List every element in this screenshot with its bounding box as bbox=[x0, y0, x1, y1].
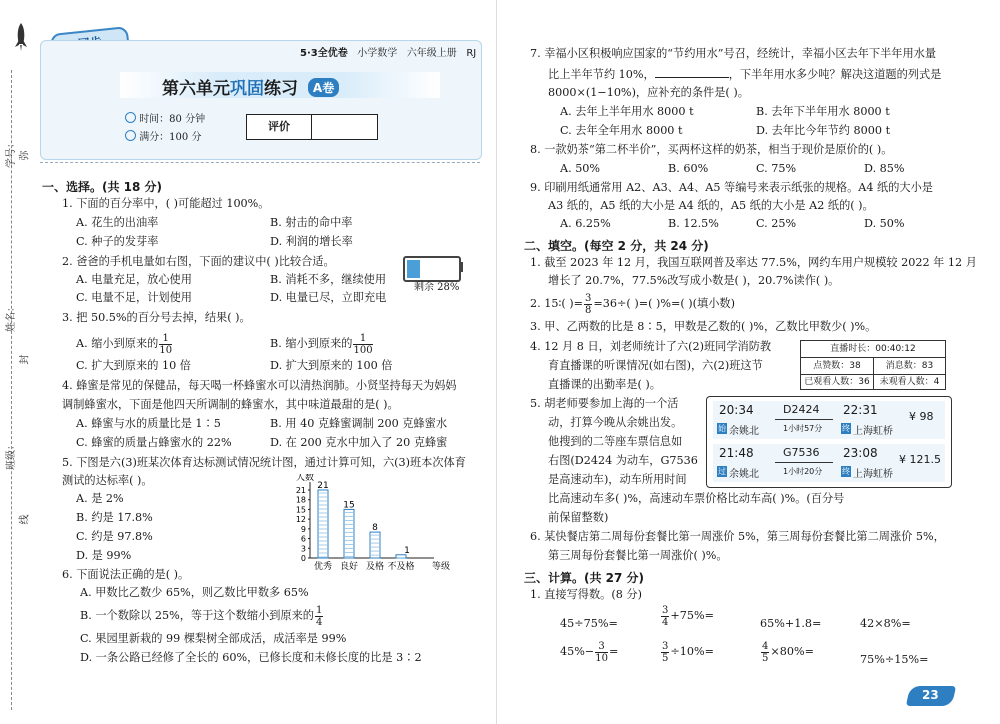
q4-line2: 调制蜂蜜水，下面是他四天所调制的蜂蜜水，其中味道最甜的是( )。 bbox=[62, 398, 399, 411]
q4-option-c[interactable]: C. 蜂蜜的质量占蜂蜜水的 22% bbox=[76, 436, 232, 449]
q8-stem: 8. 一款奶茶“第二杯半价”，买两杯这样的奶茶，相当于现价是原价的( )。 bbox=[530, 143, 893, 156]
q7-line2-b: ，下半年用水多少吨？解决这道题的列式是 bbox=[728, 68, 942, 81]
q6-b-den: 4 bbox=[315, 616, 323, 628]
f4-line2: 育直播课的听课情况(如右图)，六(2)班这节 bbox=[548, 359, 763, 372]
ticket1-duration: 1小时57分 bbox=[783, 424, 823, 433]
subject-label: 小学数学 bbox=[357, 48, 398, 59]
q6-stem: 6. 下面说法正确的是( )。 bbox=[62, 568, 190, 581]
f2-num: 3 bbox=[585, 292, 592, 304]
q8-option-a[interactable]: A. 50% bbox=[560, 162, 601, 175]
y-tick-label: 3 bbox=[300, 544, 306, 554]
category-label: 及格 bbox=[365, 562, 385, 572]
calc-r1c2-post: +75%= bbox=[670, 609, 714, 622]
calc-r1c2 bbox=[660, 604, 714, 628]
unviewed-count: 未观看人数：4 bbox=[879, 377, 940, 387]
gutter-xian: 线 bbox=[19, 514, 31, 525]
f5-line4: 右图(D2424 为动车，G7536 bbox=[548, 454, 698, 467]
q5-option-c[interactable]: C. 约是 97.8% bbox=[76, 530, 153, 543]
q9-option-c[interactable]: C. 25% bbox=[756, 217, 797, 230]
f2-den: 8 bbox=[585, 304, 592, 316]
calc-r2c2-den: 5 bbox=[662, 652, 669, 664]
q3-b-den: 100 bbox=[353, 344, 373, 356]
q8-option-c[interactable]: C. 75% bbox=[756, 162, 797, 175]
calc-r2c1-post: = bbox=[608, 645, 619, 658]
f4-line3: 直播课的出勤率是( )。 bbox=[548, 378, 661, 391]
f5-line6: 比高速动车多( )%，高速动车票价格比动车高( )%。(百分号 bbox=[548, 492, 845, 505]
section2-title: 二、填空。(每空 2 分，共 24 分) bbox=[524, 239, 709, 253]
time-label: 时间：80 分钟 bbox=[139, 114, 206, 125]
q9-option-d[interactable]: D. 50% bbox=[864, 217, 905, 230]
calc-r2c1-fraction bbox=[595, 641, 608, 664]
f3-line: 3. 甲、乙两数的比是 8∶5，甲数是乙数的( )%，乙数比甲数少( )%。 bbox=[530, 320, 877, 333]
q5-option-b[interactable]: B. 约是 17.8% bbox=[76, 511, 153, 524]
q7-line2 bbox=[548, 67, 941, 82]
header-meta bbox=[300, 44, 476, 59]
q6-b-fraction bbox=[315, 605, 323, 628]
calc-r1c2-fraction bbox=[661, 605, 669, 628]
q6-option-d[interactable]: D. 一条公路已经修了全长的 60%，已修长度和未修长度的比是 3∶2 bbox=[80, 651, 422, 664]
ticket1-dep-time: 20:34 bbox=[719, 403, 754, 417]
q7-option-b[interactable]: B. 去年下半年用水 8000 t bbox=[756, 105, 890, 118]
ticket2-arr-tag: 终 bbox=[842, 467, 850, 476]
section1-title: 一、选择。(共 18 分) bbox=[42, 180, 163, 194]
ticket-panel bbox=[706, 396, 952, 488]
calc-r1c4: 42×8%= bbox=[860, 617, 911, 630]
q3-a-den: 10 bbox=[159, 344, 173, 356]
ticket1-arr-time: 22:31 bbox=[843, 403, 878, 417]
calc-r2c3-num: 4 bbox=[762, 640, 769, 652]
bar-value-label: 15 bbox=[343, 500, 355, 511]
battery-label: 剩余 28% bbox=[414, 282, 460, 293]
ticket2-dep-tag: 过 bbox=[718, 467, 726, 476]
q7-option-a[interactable]: A. 去年上半年用水 8000 t bbox=[560, 105, 694, 118]
q4-line1: 4. 蜂蜜是常见的保健品，每天喝一杯蜂蜜水可以清热润肺。小贤坚持每天为妈妈 bbox=[62, 379, 457, 392]
viewed-count: 已观看人数：36 bbox=[801, 375, 874, 390]
q3-b-text: B. 缩小到原来的 bbox=[270, 337, 353, 350]
ticket2-dep-time: 21:48 bbox=[719, 446, 754, 460]
messages-count: 消息数：83 bbox=[885, 361, 934, 371]
ticket2-dep-station: 余姚北 bbox=[729, 469, 759, 480]
livestream-row3 bbox=[801, 375, 945, 390]
q6-option-b[interactable] bbox=[80, 604, 324, 628]
ticket1-arr-station: 上海虹桥 bbox=[853, 426, 893, 437]
livestream-duration: 直播时长：00:40:12 bbox=[801, 341, 945, 358]
q3-a-fraction bbox=[159, 333, 172, 356]
y-tick-label: 6 bbox=[300, 534, 306, 544]
ticket2-arr-time: 23:08 bbox=[843, 446, 878, 460]
f5-line5: 是高速动车)，动车所用时间 bbox=[548, 473, 687, 486]
f2-fraction bbox=[584, 293, 592, 316]
q7-line3: 8000×(1−10%)，应补充的条件是( )。 bbox=[548, 86, 749, 99]
y-tick-label: 21 bbox=[295, 486, 306, 495]
q7-option-d[interactable]: D. 去年比今年节约 8000 t bbox=[756, 124, 891, 137]
battery-tip bbox=[459, 262, 463, 272]
q4-option-d[interactable]: D. 在 200 克水中加入了 20 克蜂蜜 bbox=[270, 436, 448, 449]
bar-2 bbox=[370, 532, 380, 558]
rocket-icon bbox=[14, 22, 28, 52]
bar-value-label: 1 bbox=[404, 545, 410, 556]
f5-line2: 动，打算今晚从余姚出发。 bbox=[548, 416, 683, 429]
battery-fill bbox=[407, 260, 420, 278]
bar-0 bbox=[318, 490, 328, 558]
q9-option-a[interactable]: A. 6.25% bbox=[560, 217, 611, 230]
q2-stem: 2. 爸爸的手机电量如右图，下面的建议中( )比较合适。 bbox=[62, 255, 335, 268]
ticket1-dep-station: 余姚北 bbox=[729, 426, 759, 437]
calc-r2c2-fraction bbox=[661, 641, 669, 664]
q8-option-b[interactable]: B. 60% bbox=[668, 162, 709, 175]
calc-r2c2-num: 3 bbox=[662, 640, 669, 652]
page-title bbox=[162, 74, 339, 99]
page-fold bbox=[496, 0, 497, 724]
q9-line2: A3 纸的，A5 纸的大小是 A4 纸的，A5 纸的大小是 A2 纸的( )。 bbox=[548, 199, 874, 212]
ticket2-arrow bbox=[775, 462, 833, 463]
category-label: 优秀 bbox=[313, 562, 333, 572]
f2-post: =36÷( )=( )%=( )(填小数) bbox=[593, 297, 735, 310]
calc-r2c1-pre: 45%− bbox=[560, 645, 595, 658]
score-info bbox=[125, 128, 201, 143]
calc-r2c2-post: ÷10%= bbox=[670, 645, 714, 658]
likes-count: 点赞数：38 bbox=[801, 358, 874, 374]
ticket2-train: G7536 bbox=[783, 446, 820, 459]
q9-option-b[interactable]: B. 12.5% bbox=[668, 217, 719, 230]
q1-option-b[interactable]: B. 射击的命中率 bbox=[270, 216, 353, 229]
q5-option-d[interactable]: D. 是 99% bbox=[76, 549, 132, 562]
q3-option-b[interactable] bbox=[270, 332, 374, 356]
q2-option-b[interactable]: B. 消耗不多，继续使用 bbox=[270, 273, 387, 286]
q3-a-num: 1 bbox=[159, 333, 172, 345]
section3-title: 三、计算。(共 27 分) bbox=[524, 571, 645, 585]
y-tick-label: 15 bbox=[295, 505, 306, 515]
calc-r2c3-fraction bbox=[761, 641, 769, 664]
livestream-row2 bbox=[801, 358, 945, 375]
title-suffix: 练习 bbox=[264, 79, 298, 99]
gutter-class: 班级： bbox=[6, 440, 17, 470]
q3-option-c[interactable]: C. 扩大到原来的 10 倍 bbox=[76, 359, 191, 372]
calc-r2c3-post: ×80%= bbox=[770, 645, 814, 658]
q7-line2-a: 比上半年节约 10%， bbox=[548, 68, 655, 81]
page-number: 23 bbox=[922, 688, 939, 702]
calc-r1c3: 65%+1.8= bbox=[760, 617, 822, 630]
calc-r2c2 bbox=[660, 640, 714, 664]
y-tick-label: 0 bbox=[300, 554, 306, 563]
q4-option-a[interactable]: A. 蜂蜜与水的质量比是 1∶5 bbox=[76, 417, 221, 430]
q2-option-a[interactable]: A. 电量充足，放心使用 bbox=[76, 273, 192, 286]
f5-line7: 前保留整数) bbox=[548, 511, 609, 524]
q8-option-d[interactable]: D. 85% bbox=[864, 162, 905, 175]
c1-title: 1. 直接写得数。(8 分) bbox=[530, 588, 642, 601]
f1-line1: 1. 截至 2023 年 12 月，我国互联网普及率达 77.5%，网约车用户规模较 2022 年 12 月 bbox=[530, 256, 977, 269]
f5-line3: 他搜到的二等座车票信息如 bbox=[548, 435, 683, 448]
clock-icon bbox=[125, 112, 136, 123]
y-tick-label: 18 bbox=[295, 495, 306, 505]
f2-line bbox=[530, 292, 735, 316]
q5-line2: 测试的达标率( )。 bbox=[62, 474, 153, 487]
title-badge: A卷 bbox=[308, 78, 339, 97]
bar-value-label: 21 bbox=[317, 481, 329, 491]
y-tick-label: 9 bbox=[300, 524, 306, 534]
q3-b-num: 1 bbox=[353, 333, 372, 345]
q1-option-a[interactable]: A. 花生的出油率 bbox=[76, 216, 159, 229]
ticket1-dep-tag: 始 bbox=[718, 424, 726, 433]
ticket1-train: D2424 bbox=[783, 403, 820, 416]
score-label: 满分：100 分 bbox=[139, 132, 202, 143]
calc-r1c2-den: 4 bbox=[662, 616, 669, 628]
calc-r1c2-num: 3 bbox=[662, 604, 669, 616]
gutter-feng: 封 bbox=[19, 354, 31, 365]
q7-blank[interactable] bbox=[655, 67, 729, 78]
eval-label: 评价 bbox=[247, 115, 312, 139]
ticket-row-1[interactable] bbox=[713, 401, 945, 439]
bar-value-label: 8 bbox=[372, 523, 378, 534]
binding-gutter bbox=[0, 0, 38, 724]
calc-r2c1 bbox=[560, 640, 618, 664]
ticket1-arrow bbox=[775, 419, 833, 420]
q7-line1: 7. 幸福小区积极响应国家的“节约用水”号召，经统计，幸福小区去年下半年用水量 bbox=[530, 47, 937, 60]
q5-line1: 5. 下图是六(3)班某次体育达标测试情况统计图，通过计算可知，六(3)班本次体育 bbox=[62, 456, 466, 469]
category-label: 良好 bbox=[339, 562, 359, 572]
calc-r2c4: 75%÷15%= bbox=[860, 653, 929, 666]
x-axis-label: 等级 bbox=[432, 562, 451, 572]
series-label: 5·3全优卷 bbox=[300, 48, 348, 59]
title-prefix: 第六单元 bbox=[162, 79, 230, 99]
q2-option-d[interactable]: D. 电量已尽，立即充电 bbox=[270, 291, 387, 304]
calc-r1c1: 45÷75%= bbox=[560, 617, 618, 630]
edition-label: RJ bbox=[466, 48, 477, 59]
q2-option-c[interactable]: C. 电量不足，计划使用 bbox=[76, 291, 192, 304]
ticket1-arr-tag: 终 bbox=[842, 424, 850, 433]
calc-r2c3-den: 5 bbox=[762, 652, 769, 664]
calc-r2c3 bbox=[760, 640, 814, 664]
f4-line1: 4. 12 月 8 日，刘老师统计了六(2)班同学消防教 bbox=[530, 340, 772, 353]
f2-pre: 2. 15∶( )= bbox=[530, 297, 584, 310]
q6-b-text: B. 一个数除以 25%，等于这个数缩小到原来的 bbox=[80, 609, 314, 622]
category-label: 不及格 bbox=[387, 562, 415, 572]
q6-option-c[interactable]: C. 果园里新栽的 99 棵梨树全部成活，成活率是 99% bbox=[80, 632, 347, 645]
q6-option-a[interactable]: A. 甲数比乙数少 65%，则乙数比甲数多 65% bbox=[80, 586, 309, 599]
q1-option-c[interactable]: C. 种子的发芽率 bbox=[76, 235, 159, 248]
ticket-row-2[interactable] bbox=[713, 444, 945, 482]
q3-a-text: A. 缩小到原来的 bbox=[76, 337, 159, 350]
calc-r2c1-num: 3 bbox=[595, 641, 608, 653]
q1-stem: 1. 下面的百分率中，( )可能超过 100%。 bbox=[62, 197, 270, 210]
q7-option-c[interactable]: C. 去年全年用水 8000 t bbox=[560, 124, 683, 137]
q5-option-a[interactable]: A. 是 2% bbox=[76, 492, 124, 505]
f1-line2: 增长了 20.7%，77.5%改写成小数是( )，20.7%读作( )。 bbox=[548, 274, 840, 287]
y-axis-label: 人数 bbox=[296, 474, 315, 483]
q3-stem: 3. 把 50.5%的百分号去掉，结果( )。 bbox=[62, 311, 251, 324]
q3-option-d[interactable]: D. 扩大到原来的 100 倍 bbox=[270, 359, 393, 372]
check-circle-icon bbox=[125, 130, 136, 141]
q3-b-fraction bbox=[353, 333, 372, 356]
title-emph: 巩固 bbox=[230, 79, 264, 99]
calc-r2c1-den: 10 bbox=[595, 652, 608, 664]
eval-box bbox=[246, 114, 378, 140]
f6-line1: 6. 某快餐店第二周每份套餐比第一周涨价 5%，第三周每份套餐比第二周涨价 5%， bbox=[530, 530, 945, 543]
header-divider bbox=[40, 162, 480, 163]
gutter-student-no: 学号： bbox=[6, 138, 17, 168]
gutter-mi: 弥 bbox=[19, 150, 31, 161]
y-tick-label: 12 bbox=[295, 515, 306, 525]
ticket2-duration: 1小时20分 bbox=[783, 467, 823, 476]
bar-chart bbox=[280, 474, 470, 574]
battery-icon bbox=[403, 256, 461, 282]
q4-option-b[interactable]: B. 用 40 克蜂蜜调制 200 克蜂蜜水 bbox=[270, 417, 448, 430]
ticket2-arr-station: 上海虹桥 bbox=[853, 469, 893, 480]
grade-label: 六年级上册 bbox=[406, 48, 457, 59]
gutter-name: 姓名： bbox=[6, 302, 17, 332]
time-info bbox=[125, 110, 205, 125]
f5-line1: 5. 胡老师要参加上海的一个活 bbox=[530, 397, 679, 410]
q6-b-num: 1 bbox=[315, 604, 323, 616]
q1-option-d[interactable]: D. 利润的增长率 bbox=[270, 235, 353, 248]
q3-option-a[interactable] bbox=[76, 332, 173, 356]
livestream-table bbox=[800, 340, 946, 390]
f6-line2: 第三周每份套餐比第一周涨价( )%。 bbox=[548, 549, 728, 562]
q9-line1: 9. 印刷用纸通常用 A2、A3、A4、A5 等编号来表示纸张的规格。A4 纸的大小是 bbox=[530, 181, 933, 194]
ticket1-price: ¥ 98 bbox=[909, 410, 934, 423]
ticket2-price: ¥ 121.5 bbox=[899, 453, 941, 466]
